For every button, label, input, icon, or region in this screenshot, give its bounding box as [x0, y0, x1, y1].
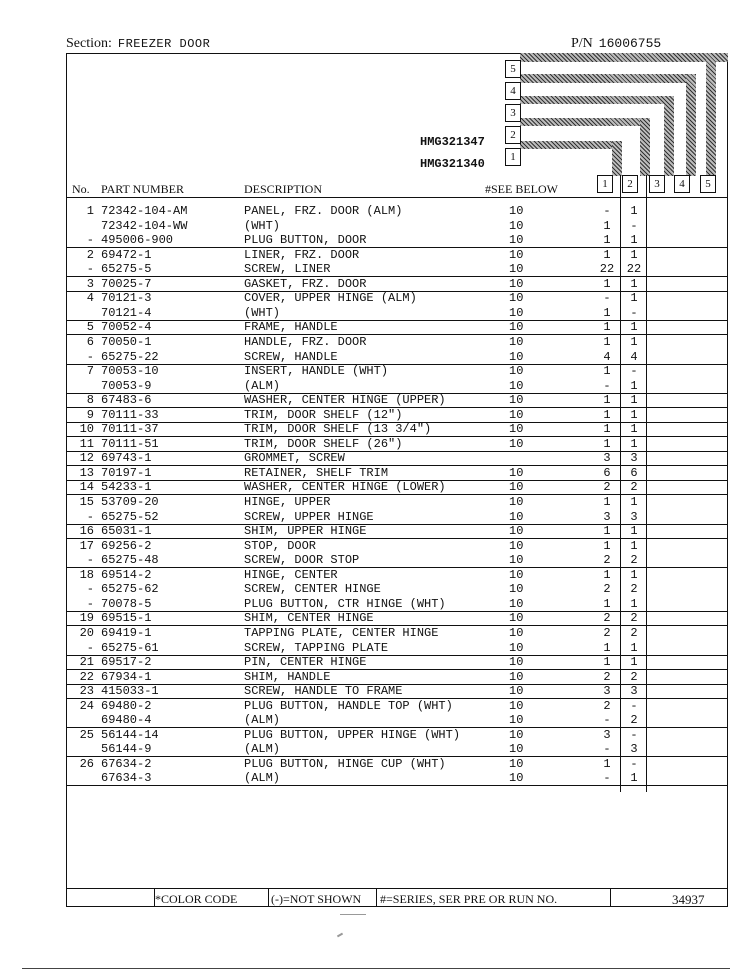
row-qty-model-2: 1	[630, 495, 638, 509]
row-part-number: 67634-3	[101, 771, 152, 785]
row-qty-model-1: 3	[603, 728, 611, 742]
row-qty-model-2: 3	[630, 451, 638, 465]
row-item-no: 16	[79, 524, 94, 538]
row-qty-model-1: -	[603, 742, 611, 756]
row-qty-model-2: -	[630, 699, 638, 713]
row-description: PLUG BUTTON, HINGE CUP (WHT)	[244, 757, 446, 771]
row-part-number: 69743-1	[101, 451, 152, 465]
row-qty-model-2: 2	[630, 670, 638, 684]
row-qty-model-2: 1	[630, 291, 638, 305]
row-item-no: -	[86, 641, 94, 655]
col-header-description: DESCRIPTION	[244, 182, 323, 196]
footer-divider	[66, 888, 728, 889]
footer-rule-b	[268, 888, 269, 907]
row-item-no: -	[86, 597, 94, 611]
row-series: 10	[509, 350, 524, 364]
row-part-number: 495006-900	[101, 233, 174, 247]
row-description: COVER, UPPER HINGE (ALM)	[244, 291, 417, 305]
row-item-no: 26	[79, 757, 94, 771]
row-qty-model-2: -	[630, 364, 638, 378]
row-description: WASHER, CENTER HINGE (LOWER)	[244, 480, 446, 494]
row-qty-model-2: 2	[630, 626, 638, 640]
row-part-number: 65275-22	[101, 350, 159, 364]
row-series: 10	[509, 466, 524, 480]
row-qty-model-1: 3	[603, 510, 611, 524]
row-series: 10	[509, 568, 524, 582]
stipple-band-1	[520, 141, 620, 149]
row-part-number: 53709-20	[101, 495, 159, 509]
row-part-number: 69517-2	[101, 655, 152, 669]
row-series: 10	[509, 757, 524, 771]
row-qty-model-1: 4	[603, 350, 611, 364]
row-series: 10	[509, 539, 524, 553]
row-qty-model-1: 1	[603, 335, 611, 349]
row-qty-model-2: 2	[630, 611, 638, 625]
row-qty-model-2: 1	[630, 379, 638, 393]
row-qty-model-2: 4	[630, 350, 638, 364]
row-description: (ALM)	[244, 713, 281, 727]
row-series: 10	[509, 641, 524, 655]
row-series: 10	[509, 684, 524, 698]
row-qty-model-1: 2	[603, 553, 611, 567]
row-qty-model-1: -	[603, 204, 611, 218]
row-qty-model-2: 1	[630, 248, 638, 262]
row-qty-model-2: -	[630, 306, 638, 320]
row-qty-model-2: 1	[630, 204, 638, 218]
row-part-number: 70111-51	[101, 437, 159, 451]
row-item-no: 13	[79, 466, 94, 480]
row-description: SHIM, HANDLE	[244, 670, 331, 684]
row-part-number: 69480-2	[101, 699, 152, 713]
row-series: 10	[509, 742, 524, 756]
row-part-number: 69472-1	[101, 248, 152, 262]
footer-rule-d	[610, 888, 611, 907]
row-description: SCREW, DOOR STOP	[244, 553, 360, 567]
row-series: 10	[509, 771, 524, 785]
footer-page-code: 34937	[672, 892, 705, 907]
row-part-number: 56144-14	[101, 728, 159, 742]
row-series: 10	[509, 670, 524, 684]
row-qty-model-1: 1	[603, 539, 611, 553]
row-description: HINGE, UPPER	[244, 495, 331, 509]
row-series: 10	[509, 510, 524, 524]
stipple-band-3	[520, 96, 670, 104]
row-qty-model-1: 1	[603, 393, 611, 407]
row-part-number: 70025-7	[101, 277, 152, 291]
row-description: PIN, CENTER HINGE	[244, 655, 367, 669]
row-item-no: 24	[79, 699, 94, 713]
row-qty-model-1: 1	[603, 568, 611, 582]
row-qty-model-1: 2	[603, 626, 611, 640]
row-part-number: 69256-2	[101, 539, 152, 553]
row-qty-model-1: 6	[603, 466, 611, 480]
stipple-col-3	[664, 96, 674, 176]
row-description: TRIM, DOOR SHELF (26")	[244, 437, 403, 451]
row-part-number: 69514-2	[101, 568, 152, 582]
row-series: 10	[509, 495, 524, 509]
stipple-band-2	[520, 118, 648, 126]
pn-label: P/N	[571, 36, 593, 51]
row-qty-model-2: 1	[630, 771, 638, 785]
row-series: 10	[509, 320, 524, 334]
row-qty-model-1: -	[603, 713, 611, 727]
row-qty-model-1: 2	[603, 670, 611, 684]
row-item-no: -	[86, 262, 94, 276]
scan-edge-line	[22, 968, 730, 969]
row-series: 10	[509, 364, 524, 378]
model-key-box-1: 1	[505, 148, 521, 166]
row-description: SCREW, CENTER HINGE	[244, 582, 381, 596]
footer-series-note: #=SERIES, SER PRE OR RUN NO.	[380, 892, 558, 906]
row-qty-model-2: 1	[630, 408, 638, 422]
row-description: RETAINER, SHELF TRIM	[244, 466, 389, 480]
row-qty-model-2: -	[630, 757, 638, 771]
row-qty-model-2: 3	[630, 510, 638, 524]
row-qty-model-1: 1	[603, 655, 611, 669]
row-description: TRIM, DOOR SHELF (12")	[244, 408, 403, 422]
row-item-no: 6	[86, 335, 94, 349]
row-part-number: 70111-37	[101, 422, 159, 436]
row-item-no: -	[86, 350, 94, 364]
row-series: 10	[509, 306, 524, 320]
row-series: 10	[509, 204, 524, 218]
row-series: 10	[509, 335, 524, 349]
col-header-part-number: PART NUMBER	[101, 182, 184, 196]
row-qty-model-2: 1	[630, 524, 638, 538]
row-qty-model-1: 1	[603, 306, 611, 320]
row-description: SCREW, LINER	[244, 262, 331, 276]
row-series: 10	[509, 626, 524, 640]
row-part-number: 70050-1	[101, 335, 152, 349]
row-series: 10	[509, 219, 524, 233]
row-item-no: 15	[79, 495, 94, 509]
row-qty-model-2: 2	[630, 713, 638, 727]
row-item-no: 4	[86, 291, 94, 305]
stipple-col-5	[706, 53, 716, 176]
row-description: TAPPING PLATE, CENTER HINGE	[244, 626, 439, 640]
row-series: 10	[509, 655, 524, 669]
row-series: 10	[509, 582, 524, 596]
row-qty-model-1: 1	[603, 495, 611, 509]
row-item-no: 10	[79, 422, 94, 436]
col-header-see-below: #SEE BELOW	[485, 182, 558, 196]
row-part-number: 65031-1	[101, 524, 152, 538]
row-part-number: 67934-1	[101, 670, 152, 684]
header-divider	[66, 197, 728, 198]
row-description: SCREW, UPPER HINGE	[244, 510, 374, 524]
row-description: (ALM)	[244, 771, 281, 785]
row-series: 10	[509, 480, 524, 494]
col-rule-1	[620, 175, 621, 792]
row-description: SHIM, CENTER HINGE	[244, 611, 374, 625]
model-key-box-4: 4	[505, 82, 521, 100]
model-key-box-3: 3	[505, 104, 521, 122]
scan-speck	[337, 933, 343, 938]
row-qty-model-2: 6	[630, 466, 638, 480]
row-part-number: 70078-5	[101, 597, 152, 611]
row-qty-model-2: 1	[630, 422, 638, 436]
row-series: 10	[509, 422, 524, 436]
row-qty-model-2: 1	[630, 568, 638, 582]
row-qty-model-1: 2	[603, 611, 611, 625]
row-part-number: 70053-10	[101, 364, 159, 378]
model-code-1: HMG321347	[420, 135, 485, 149]
row-part-number: 65275-61	[101, 641, 159, 655]
section-label: Section:	[66, 36, 112, 51]
row-qty-model-2: 22	[626, 262, 642, 276]
model-col-head-4: 4	[674, 175, 690, 193]
row-item-no: 20	[79, 626, 94, 640]
stipple-col-2	[640, 118, 650, 176]
row-part-number: 415033-1	[101, 684, 159, 698]
row-qty-model-1: 1	[603, 597, 611, 611]
row-item-no: 25	[79, 728, 94, 742]
row-part-number: 69419-1	[101, 626, 152, 640]
row-description: SHIM, UPPER HINGE	[244, 524, 367, 538]
row-qty-model-1: 1	[603, 757, 611, 771]
row-item-no: 18	[79, 568, 94, 582]
row-qty-model-2: 1	[630, 233, 638, 247]
row-part-number: 67483-6	[101, 393, 152, 407]
row-item-no: -	[86, 582, 94, 596]
row-item-no: 12	[79, 451, 94, 465]
row-series: 10	[509, 408, 524, 422]
row-description: WASHER, CENTER HINGE (UPPER)	[244, 393, 446, 407]
row-qty-model-2: 1	[630, 597, 638, 611]
row-qty-model-2: 1	[630, 277, 638, 291]
model-key-box-5: 5	[505, 60, 521, 78]
stipple-col-4	[686, 74, 696, 176]
model-code-2: HMG321340	[420, 157, 485, 171]
row-series: 10	[509, 699, 524, 713]
row-qty-model-1: 1	[603, 364, 611, 378]
col-header-no: No.	[72, 182, 90, 196]
row-item-no: 2	[86, 248, 94, 262]
model-col-head-5: 5	[700, 175, 716, 193]
row-description: TRIM, DOOR SHELF (13 3/4")	[244, 422, 432, 436]
row-qty-model-1: -	[603, 771, 611, 785]
row-item-no: 8	[86, 393, 94, 407]
part-number-header	[571, 36, 661, 52]
row-qty-model-1: 1	[603, 408, 611, 422]
row-qty-model-1: 1	[603, 248, 611, 262]
stipple-col-1	[612, 141, 622, 176]
row-qty-model-1: 1	[603, 422, 611, 436]
row-series: 10	[509, 728, 524, 742]
model-col-head-3: 3	[649, 175, 665, 193]
row-part-number: 69480-4	[101, 713, 152, 727]
row-part-number: 65275-62	[101, 582, 159, 596]
row-item-no: -	[86, 510, 94, 524]
row-description: (WHT)	[244, 219, 281, 233]
row-description: PANEL, FRZ. DOOR (ALM)	[244, 204, 403, 218]
model-col-head-2: 2	[622, 175, 638, 193]
row-description: SCREW, TAPPING PLATE	[244, 641, 389, 655]
row-description: PLUG BUTTON, HANDLE TOP (WHT)	[244, 699, 453, 713]
row-part-number: 54233-1	[101, 480, 152, 494]
row-qty-model-2: 1	[630, 655, 638, 669]
row-qty-model-2: 2	[630, 480, 638, 494]
row-part-number: 70197-1	[101, 466, 152, 480]
row-qty-model-1: 2	[603, 582, 611, 596]
row-description: PLUG BUTTON, CTR HINGE (WHT)	[244, 597, 446, 611]
row-part-number: 70121-3	[101, 291, 152, 305]
row-qty-model-1: -	[603, 379, 611, 393]
row-description: STOP, DOOR	[244, 539, 317, 553]
row-description: FRAME, HANDLE	[244, 320, 338, 334]
row-part-number: 56144-9	[101, 742, 152, 756]
row-qty-model-1: 1	[603, 524, 611, 538]
row-qty-model-2: 1	[630, 539, 638, 553]
row-qty-model-1: 2	[603, 699, 611, 713]
row-description: GASKET, FRZ. DOOR	[244, 277, 367, 291]
row-series: 10	[509, 524, 524, 538]
row-item-no: 5	[86, 320, 94, 334]
stipple-band-5	[520, 53, 728, 62]
model-col-head-1: 1	[597, 175, 613, 193]
row-description: SCREW, HANDLE	[244, 350, 338, 364]
row-series: 10	[509, 393, 524, 407]
row-description: (WHT)	[244, 306, 281, 320]
row-qty-model-1: 1	[603, 233, 611, 247]
row-qty-model-2: -	[630, 219, 638, 233]
row-part-number: 70111-33	[101, 408, 159, 422]
row-description: GROMMET, SCREW	[244, 451, 345, 465]
row-qty-model-1: 1	[603, 641, 611, 655]
row-qty-model-2: 1	[630, 641, 638, 655]
col-rule-2	[646, 175, 647, 792]
row-qty-model-2: 1	[630, 437, 638, 451]
row-item-no: 7	[86, 364, 94, 378]
row-part-number: 72342-104-WW	[101, 219, 188, 233]
row-part-number: 69515-1	[101, 611, 152, 625]
row-description: HINGE, CENTER	[244, 568, 338, 582]
row-item-no: 23	[79, 684, 94, 698]
row-qty-model-2: 1	[630, 320, 638, 334]
row-qty-model-1: 1	[603, 219, 611, 233]
row-description: INSERT, HANDLE (WHT)	[244, 364, 389, 378]
row-description: LINER, FRZ. DOOR	[244, 248, 360, 262]
section-value: FREEZER DOOR	[117, 37, 211, 51]
row-item-no: 14	[79, 480, 94, 494]
row-qty-model-1: 22	[599, 262, 615, 276]
row-description: PLUG BUTTON, UPPER HINGE (WHT)	[244, 728, 461, 742]
row-qty-model-1: 3	[603, 684, 611, 698]
row-description: (ALM)	[244, 742, 281, 756]
stipple-band-4	[520, 74, 696, 83]
row-series: 10	[509, 291, 524, 305]
row-description: PLUG BUTTON, DOOR	[244, 233, 367, 247]
row-qty-model-1: 2	[603, 480, 611, 494]
section-header	[66, 36, 210, 52]
row-series: 10	[509, 437, 524, 451]
row-series: 10	[509, 611, 524, 625]
row-item-no: 21	[79, 655, 94, 669]
row-series: 10	[509, 553, 524, 567]
row-qty-model-2: 1	[630, 393, 638, 407]
row-item-no: -	[86, 233, 94, 247]
row-item-no: 1	[86, 204, 94, 218]
row-description: SCREW, HANDLE TO FRAME	[244, 684, 403, 698]
row-series: 10	[509, 248, 524, 262]
row-qty-model-2: 3	[630, 742, 638, 756]
row-qty-model-2: 2	[630, 582, 638, 596]
row-item-no: 19	[79, 611, 94, 625]
row-item-no: -	[86, 553, 94, 567]
row-part-number: 70121-4	[101, 306, 152, 320]
row-part-number: 70052-4	[101, 320, 152, 334]
row-qty-model-2: 1	[630, 335, 638, 349]
footer-rule-c	[376, 888, 377, 907]
row-part-number: 67634-2	[101, 757, 152, 771]
row-series: 10	[509, 277, 524, 291]
row-description: (ALM)	[244, 379, 281, 393]
row-qty-model-2: 3	[630, 684, 638, 698]
row-qty-model-1: 1	[603, 437, 611, 451]
row-qty-model-1: 1	[603, 320, 611, 334]
row-qty-model-1: 3	[603, 451, 611, 465]
row-item-no: 3	[86, 277, 94, 291]
row-part-number: 70053-9	[101, 379, 152, 393]
row-series: 10	[509, 262, 524, 276]
footer-color-code: *COLOR CODE	[155, 892, 238, 906]
row-series: 10	[509, 713, 524, 727]
row-qty-model-1: 1	[603, 277, 611, 291]
row-item-no: 9	[86, 408, 94, 422]
row-series: 10	[509, 597, 524, 611]
row-description: HANDLE, FRZ. DOOR	[244, 335, 367, 349]
row-qty-model-1: -	[603, 291, 611, 305]
row-series: 10	[509, 379, 524, 393]
row-item-no: 17	[79, 539, 94, 553]
row-divider	[66, 785, 728, 786]
row-part-number: 65275-5	[101, 262, 152, 276]
scan-speck	[340, 914, 366, 915]
row-series: 10	[509, 233, 524, 247]
row-item-no: 22	[79, 670, 94, 684]
row-part-number: 65275-48	[101, 553, 159, 567]
row-part-number: 65275-52	[101, 510, 159, 524]
model-key-box-2: 2	[505, 126, 521, 144]
row-item-no: 11	[79, 437, 94, 451]
row-qty-model-2: -	[630, 728, 638, 742]
pn-value: 16006755	[598, 36, 662, 51]
row-part-number: 72342-104-AM	[101, 204, 188, 218]
row-qty-model-2: 2	[630, 553, 638, 567]
footer-not-shown: (-)=NOT SHOWN	[271, 892, 362, 906]
